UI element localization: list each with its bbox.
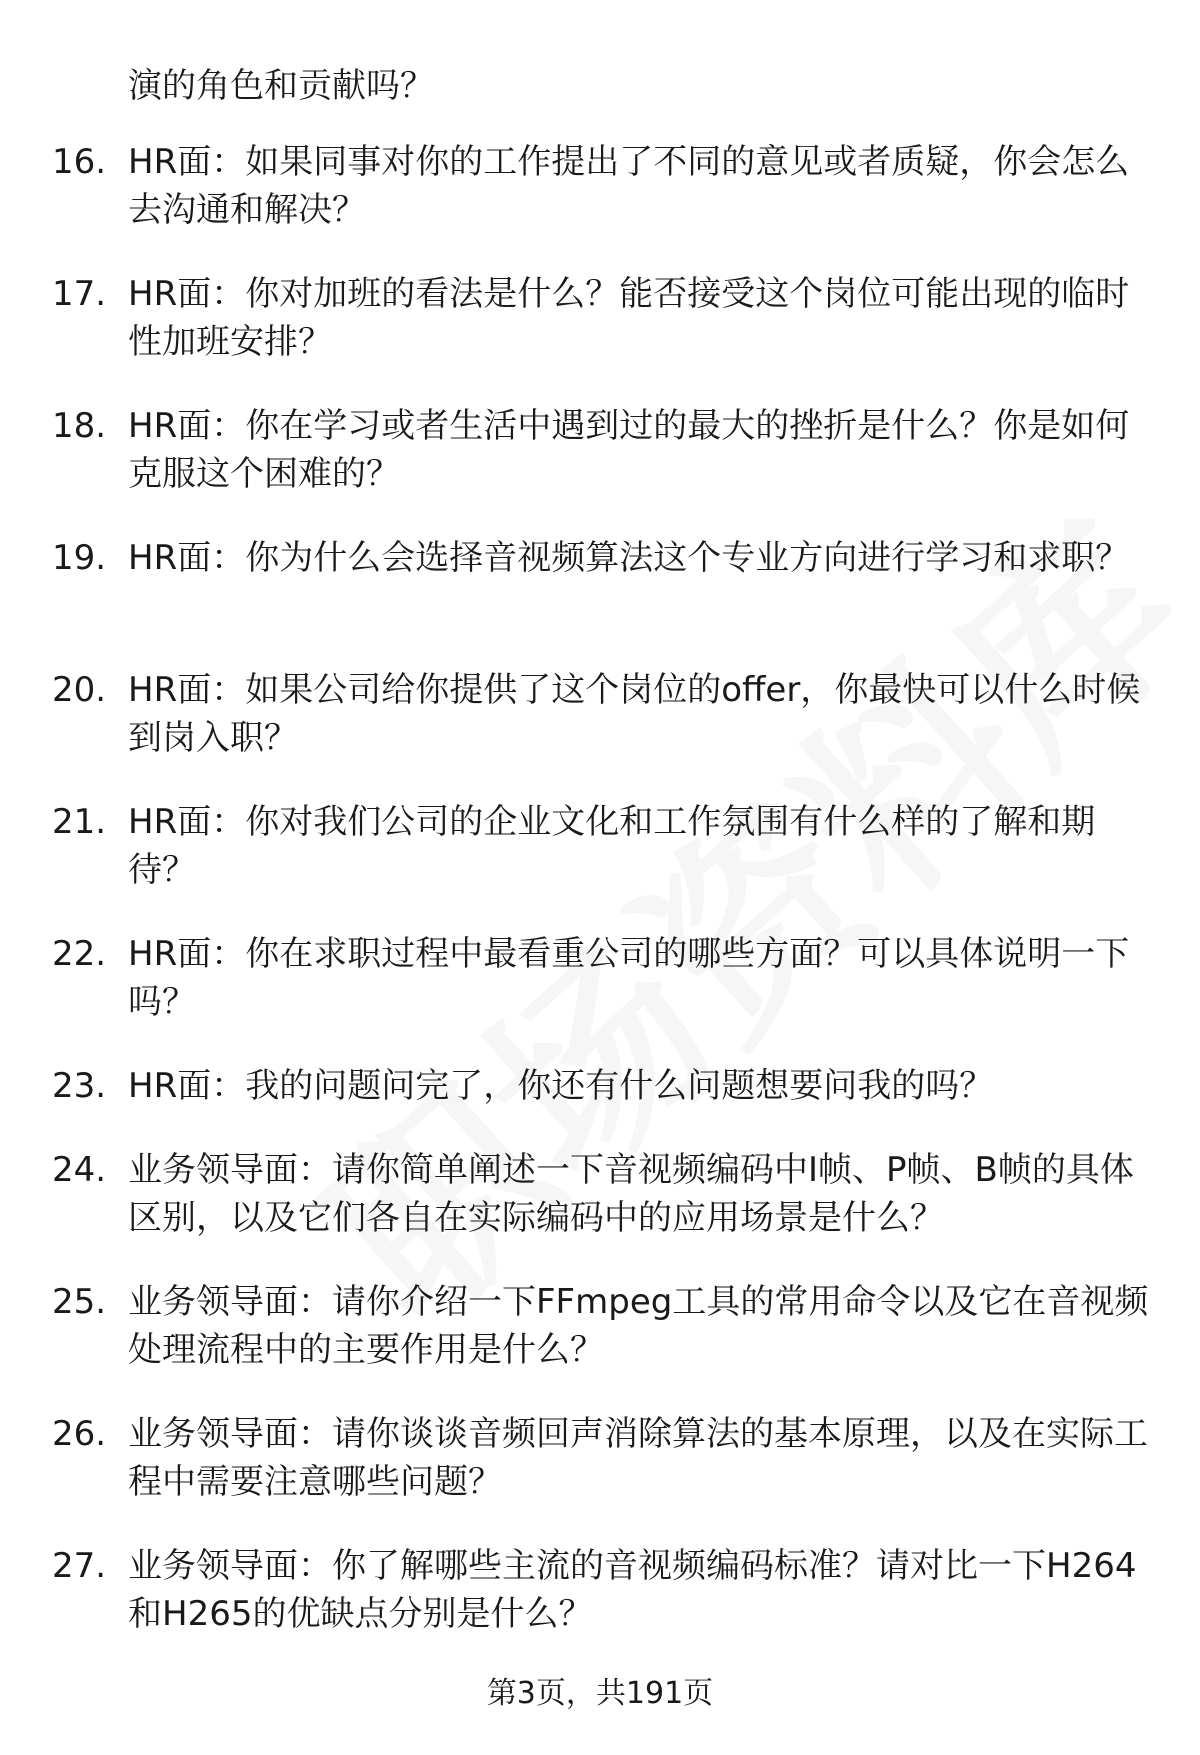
question-text: 业务领导面：请你介绍一下FFmpeg工具的常用命令以及它在音视频处理流程中的主要作用是什么？ [128, 1282, 1149, 1370]
question-number: 16. [52, 142, 107, 182]
question-number: 25. [52, 1282, 107, 1322]
question-number: 26. [52, 1414, 107, 1454]
question-item [0, 666, 1200, 762]
question-item [0, 798, 1200, 894]
question-item [0, 270, 1200, 366]
question-number: 24. [52, 1150, 107, 1190]
question-number: 21. [52, 802, 107, 842]
question-text: HR面：我的问题问完了，你还有什么问题想要问我的吗？ [128, 1066, 994, 1106]
question-number: 27. [52, 1546, 107, 1586]
continued-question-text: 演的角色和贡献吗？ [128, 66, 434, 106]
question-text: 业务领导面：请你谈谈音频回声消除算法的基本原理，以及在实际工程中需要注意哪些问题？ [128, 1414, 1148, 1502]
question-text: HR面：你对加班的看法是什么？能否接受这个岗位可能出现的临时性加班安排？ [128, 274, 1130, 362]
question-number: 18. [52, 406, 107, 446]
question-text: HR面：你在求职过程中最看重公司的哪些方面？可以具体说明一下吗？ [128, 934, 1130, 1022]
question-text: HR面：你在学习或者生活中遇到过的最大的挫折是什么？你是如何克服这个困难的？ [128, 406, 1130, 494]
question-number: 20. [52, 670, 107, 710]
question-text: 业务领导面：你了解哪些主流的音视频编码标准？请对比一下H264和H265的优缺点分别是什么？ [128, 1546, 1137, 1634]
question-item [0, 930, 1200, 1026]
question-number: 19. [52, 538, 107, 578]
question-item [0, 1278, 1200, 1374]
question-text: HR面：你为什么会选择音视频算法这个专业方向进行学习和求职？ [128, 538, 1130, 578]
question-item [0, 534, 1200, 630]
question-item [0, 402, 1200, 498]
question-item [0, 1542, 1200, 1638]
question-item [0, 1062, 1200, 1110]
question-text: HR面：如果同事对你的工作提出了不同的意见或者质疑，你会怎么去沟通和解决？ [128, 142, 1130, 230]
question-item [0, 1146, 1200, 1242]
page-footer: 第3页，共191页 [486, 1676, 714, 1711]
question-list [0, 138, 1200, 1638]
question-text: 业务领导面：请你简单阐述一下音视频编码中I帧、P帧、B帧的具体区别，以及它们各自在实际编码中的应用场景是什么？ [128, 1150, 1134, 1238]
question-item [0, 1410, 1200, 1506]
question-number: 17. [52, 274, 107, 314]
question-item [0, 138, 1200, 234]
question-number: 23. [52, 1066, 107, 1106]
question-number: 22. [52, 934, 107, 974]
question-text: HR面：如果公司给你提供了这个岗位的offer，你最快可以什么时候到岗入职？ [128, 670, 1141, 758]
question-text: HR面：你对我们公司的企业文化和工作氛围有什么样的了解和期待？ [128, 802, 1096, 890]
